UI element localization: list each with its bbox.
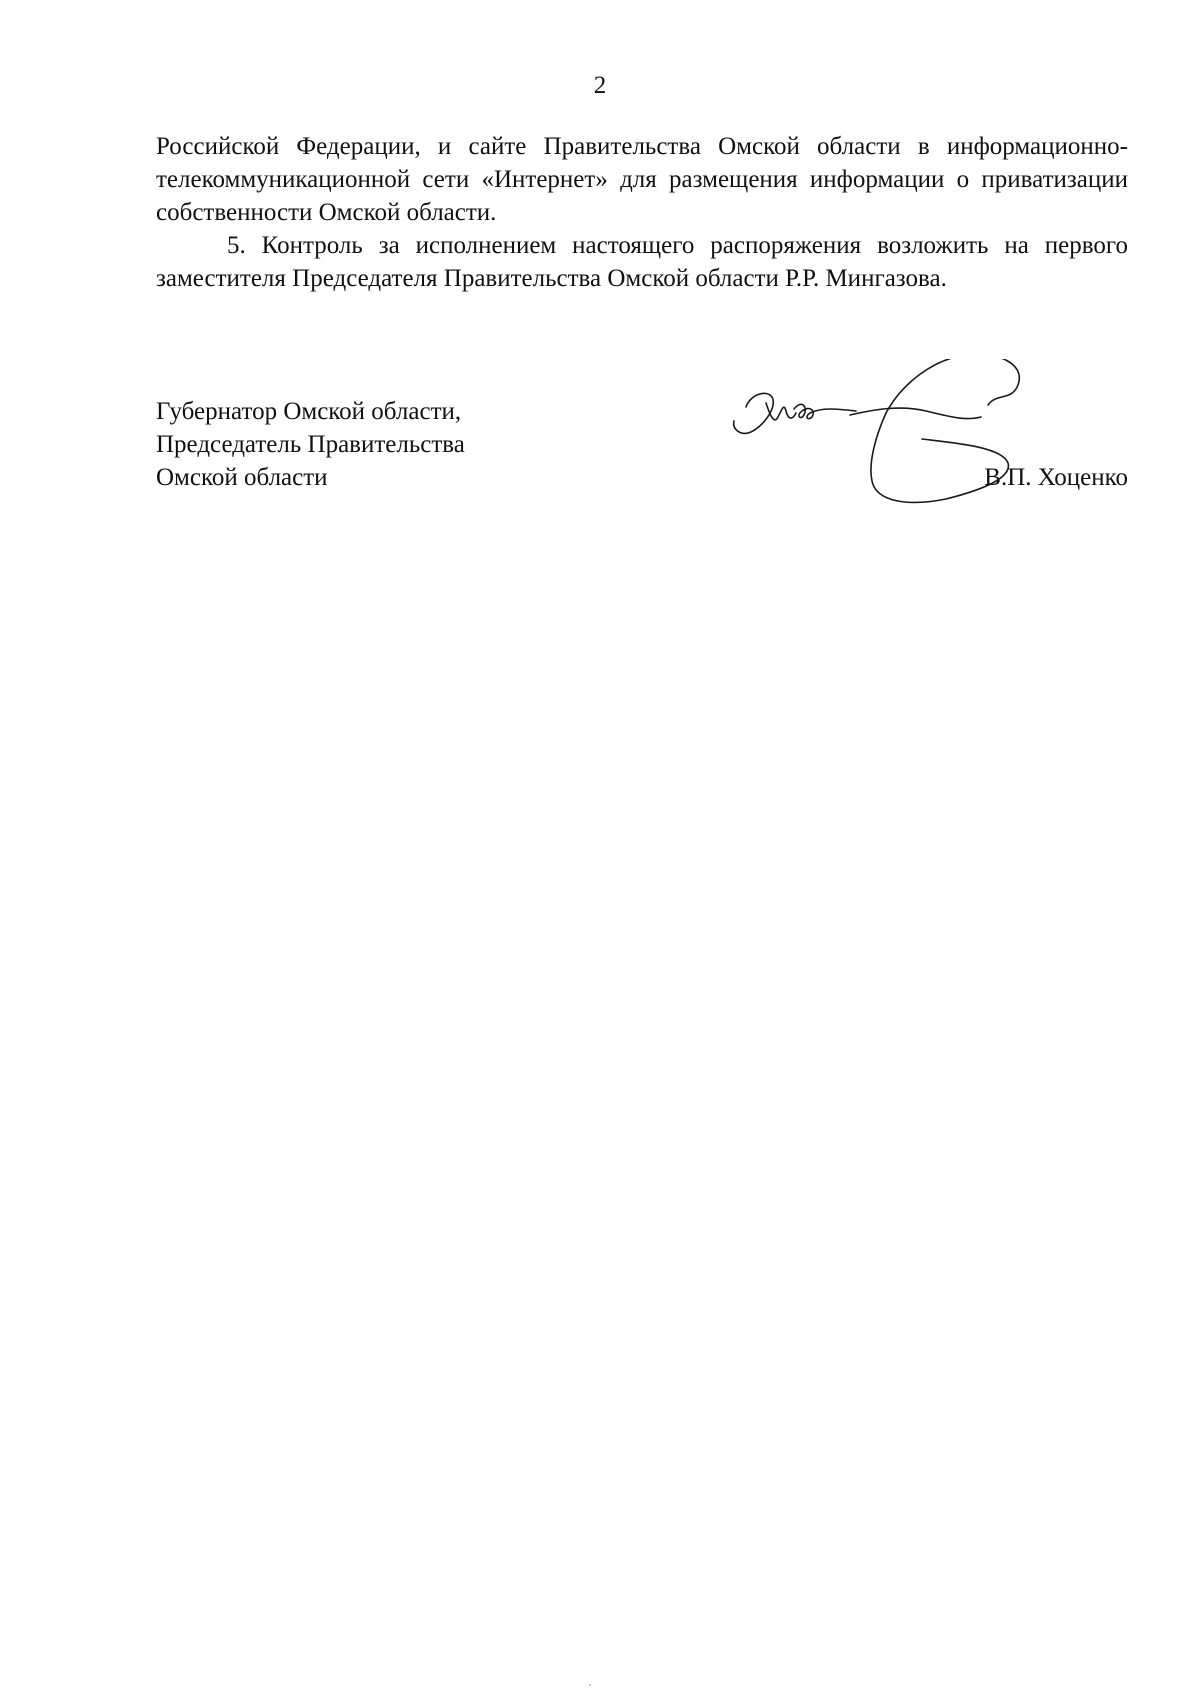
signer-title-line-1: Губернатор Омской области,	[156, 398, 462, 425]
signer-title-line-2: Председатель Правительства	[156, 431, 465, 458]
signer-title	[156, 395, 465, 494]
document-body	[156, 130, 1128, 295]
paragraph-continuation: Российской Федерации, и сайте Правительства Омской области в информационно-телекоммуникационной сети «Интернет» для размещения информации о приватизации собственности Омской области.	[156, 133, 1128, 226]
handwritten-signature	[726, 359, 1036, 529]
page-number: 2	[593, 72, 607, 99]
paragraph-item-5: 5. Контроль за исполнением настоящего распоряжения возложить на первого заместителя Председателя Правительства Омской области Р.Р. Мингазова.	[156, 232, 1128, 292]
signer-title-line-3: Омской области	[156, 464, 328, 491]
signature-block	[156, 395, 1128, 545]
signer-name: В.П. Хоценко	[984, 464, 1128, 491]
scan-artifact	[589, 1684, 591, 1686]
